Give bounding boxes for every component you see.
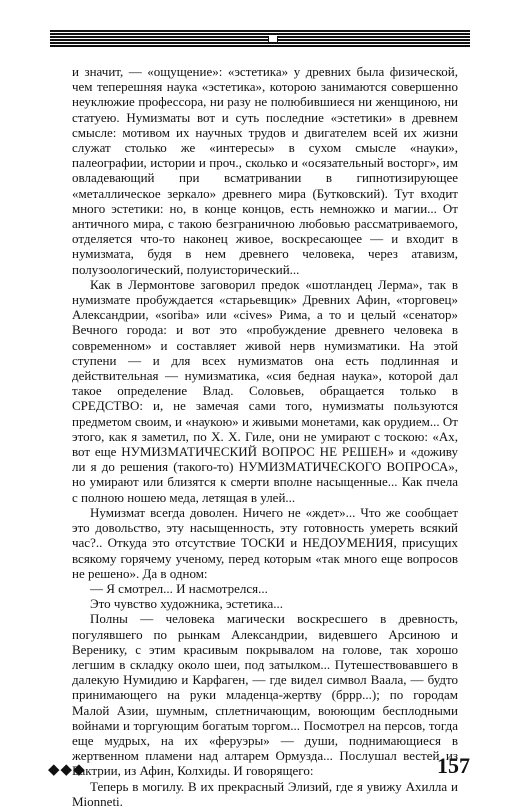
paragraph: Теперь в могилу. В их прекрасный Элизий, где я увижу Ахилла и Mionneti. bbox=[72, 778, 458, 809]
body-text bbox=[72, 64, 458, 809]
paragraph: — Я смотрел... И насмотрелся... bbox=[90, 580, 268, 596]
footer-ornament: ◆◆◆ bbox=[48, 760, 86, 778]
header-ornament bbox=[268, 36, 278, 42]
paragraph: Это чувство художника, эстетика... bbox=[90, 596, 284, 612]
paragraph: Нумизмат всегда доволен. Ничего не «ждет»... Что же сообщает это довольство, эту насыщенность, эту готовность умереть всякий час?.. Откуда это отсутствие ТОСКИ и НЕДОУМЕНИЯ, присущих всякому горячему ученому, перед которым «так много еще вопросов не решено». Да в одном: bbox=[72, 504, 458, 581]
paragraph: Как в Лермонтове заговорил предок «шотландец Лерма», так в нумизмате пробуждается «старьевщик» Древних Афин, «торговец» Александрии, «soriba» или «cives» Рима, а то и целый «сенатор» Вечного города: и вот это «пробуждение древнего человека в современном» и составляет живой нерв нумизматики. На этой ступени — и для всех нумизматов она есть подлинная и действительная — нумизматика, «сия бедная наука», которой дал такое определение Влад. Соловьев, обращается только в СРЕДСТВО: и, не замечая сами того, нумизматы пользуются предметом своим, и «наукою» и живыми монетами, как орудием... От этого, как я заметил, по X. X. Гиле, они не умирают с тоскою: «Ах, вот еще НУМИЗМАТИЧЕСКИЙ ВОПРОС НЕ РЕШЕН» и «доживу ли я до решения (такого-то) НУМИЗМАТИЧЕСКОГО ВОПРОСА», но умирают или близятся к смерти вполне насыщенные... Как пчела с полною ношею меда, летящая в улей... bbox=[72, 276, 458, 505]
paragraph: Полны — человека магически воскресшего в древность, погулявшего по рынкам Александрии, видевшего Арсиною и Веренику, с этим красивым покрывалом на голове, так хорошо легшим в складку около шеи, под затылком... Путешествовавшего в далекую Нумидию и Карфаген, — где видел символ Ваала, — будто принимающего на руки младенца-жертву (бррр...); по городам Малой Азии, шумным, сплетничающим, воюющим бесплодными войнами и торгующим богатым торгом... Посмотрел на персов, тогда еще мудрых, на их «феруэры» — души, поднимающиеся в жертвенном пламени над алтарем Ормузда... Послушал вестей из Бактрии, из Афин, Колхиды. И говорящего: bbox=[72, 611, 458, 779]
page-number: 157 bbox=[437, 753, 470, 778]
paragraph: и значит, — «ощущение»: «эстетика» у древних была физической, чем теперешняя наука «эстетика», которою занимаются совершенно неуклюжие профессора, ни разу не полюбившиеся ни женщиною, ни статуею. Нумизматы вот и суть последние «эстетики» в древнем смысле: мотивом их научных трудов и двигателем всей их жизни служат столько же «интересы» в сухом смысле «науки», палеографии, истории и проч., сколько и «осязательный восторг», им овладевающий при всматривании в гипнотизирующее «металлическое зеркало» древнего мира (Бутковский). Тут входит много эстетики: но, в конце концов, есть немножко и магии... От античного мира, с такою безграничною любовью рассматриваемого, отделяется что-то наконец живое, воскресающее — и входит в нумизмата, будя в нем древнего человека, через атавизм, полузоологический, полуисторический... bbox=[72, 64, 458, 277]
header-rule bbox=[50, 30, 470, 48]
